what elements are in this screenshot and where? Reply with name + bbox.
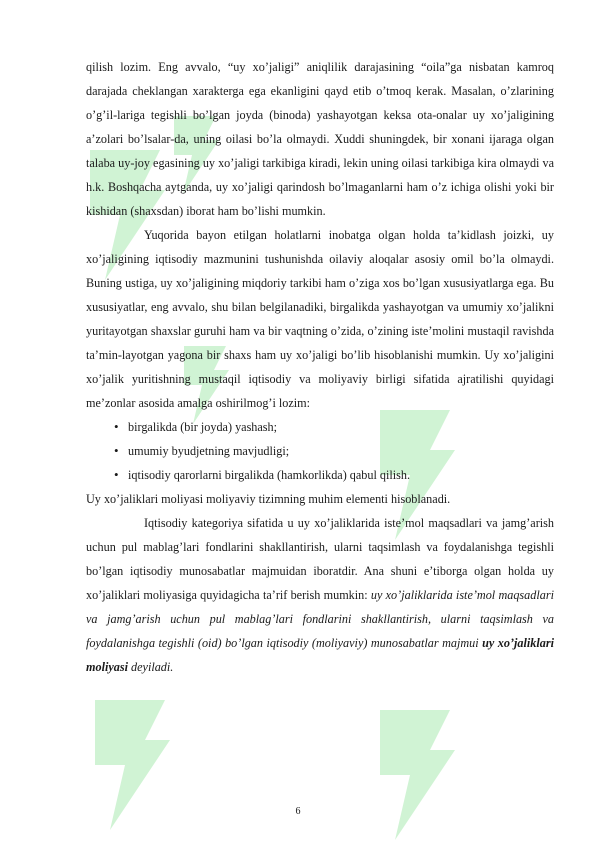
list-item: • iqtisodiy qarorlarni birgalikda (hamkorlikda) qabul qilish. <box>114 463 554 487</box>
page-number: 6 <box>295 806 301 817</box>
list-item: • birgalikda (bir joyda) yashash; <box>114 415 554 439</box>
paragraph-2: Yuqorida bayon etilgan holatlarni inobatga olgan holda ta’kidlash joizki, uy xo’jaligining iqtisodiy mazmunini tushunishda oilaviy aloqalar asosiy omil bo’la olmaydi. Buning ustiga, uy xo’jaligining miqdoriy tarkibi ham o’ziga xos bo’lgan xususiyatlarga ega. Bu xususiyatlar, eng avvalo, shu bilan belgilanadiki, birgalikda yashayotgan va umumiy xo’jalikni yuritayotgan shaxslar guruhi ham va bir vaqtning o’zida, o’zining iste’molini mustaqil ravishda ta’min-layotgan yagona bir shaxs ham uy xo’jaligi bo’lib hisoblanishi mumkin. Uy xo’jaligini xo’jalik yuritishning mustaqil iqtisodiy va moliyaviy birligi sifatida ajratilishi quyidagi me’zonlar asosida amalga oshirilmog’i lozim: <box>86 228 554 410</box>
list-item: • umumiy byudjetning mavjudligi; <box>114 439 554 463</box>
criteria-list <box>86 415 554 487</box>
paragraph-1: qilish lozim. Eng avvalo, “uy xo’jaligi” aniqlilik darajasining “oila”ga nisbatan kamroq darajada cheklangan xarakterga ega ekanligini qayd etib o’tmoq kerak. Masalan, o’zlarining o’g’il-lariga tegishli bo’lgan joyda (binoda) yashayotgan keksa ota-onalar uy xo’jaligining a’zolari bo’lsalar-da, uning oilasi bo’la olmaydi. Xuddi shuningdek, bir xonani ijaraga olgan talaba uy-joy egasining uy xo’jaligi tarkibiga kiradi, lekin uning oilasi tarkibiga kira olmaydi va h.k. Boshqacha aytganda, uy xo’jaligi qarindosh bo’lmaganlarni ham o’z ichiga olishi yoki bir kishidan (shaxsdan) iborat ham bo’lishi mumkin. <box>86 60 554 218</box>
watermark-logo-icon <box>360 690 470 860</box>
watermark-logo-icon <box>75 680 185 850</box>
document-body <box>86 55 554 679</box>
definition-italic: uy xo’jaliklarida iste’mol maqsadlari va jamg’arish uchun pul mablag’lari fondlarini shakllantirish, ularni taqsimlash va foydalanishga tegishli (oid) bo’lgan iqtisodiy (moliyaviy) munosabatlar majmui <box>86 588 554 650</box>
definition-end: deyiladi. <box>127 660 174 674</box>
paragraph-3: Uy xo’jaliklari moliyasi moliyaviy tizimning muhim elementi hisoblanadi. <box>86 492 451 506</box>
definition-term: uy xo’jaliklari moliyasi <box>86 636 554 674</box>
paragraph-4 <box>86 511 554 679</box>
paragraph-4-text: Iqtisodiy kategoriya sifatida u uy xo’jaliklarida iste’mol maqsadlari va jamg’arish uchun pul mablag’lari fondlarini shakllantirish, ularni taqsimlash va foydalanishga tegishli bo’lgan iqtisodiy munosabatlar majmuidan iboratdir. Ana shuni e’tiborga olgan holda uy xo’jaliklari moliyasiga quyidagicha ta’rif berish mumkin: <box>86 516 554 602</box>
